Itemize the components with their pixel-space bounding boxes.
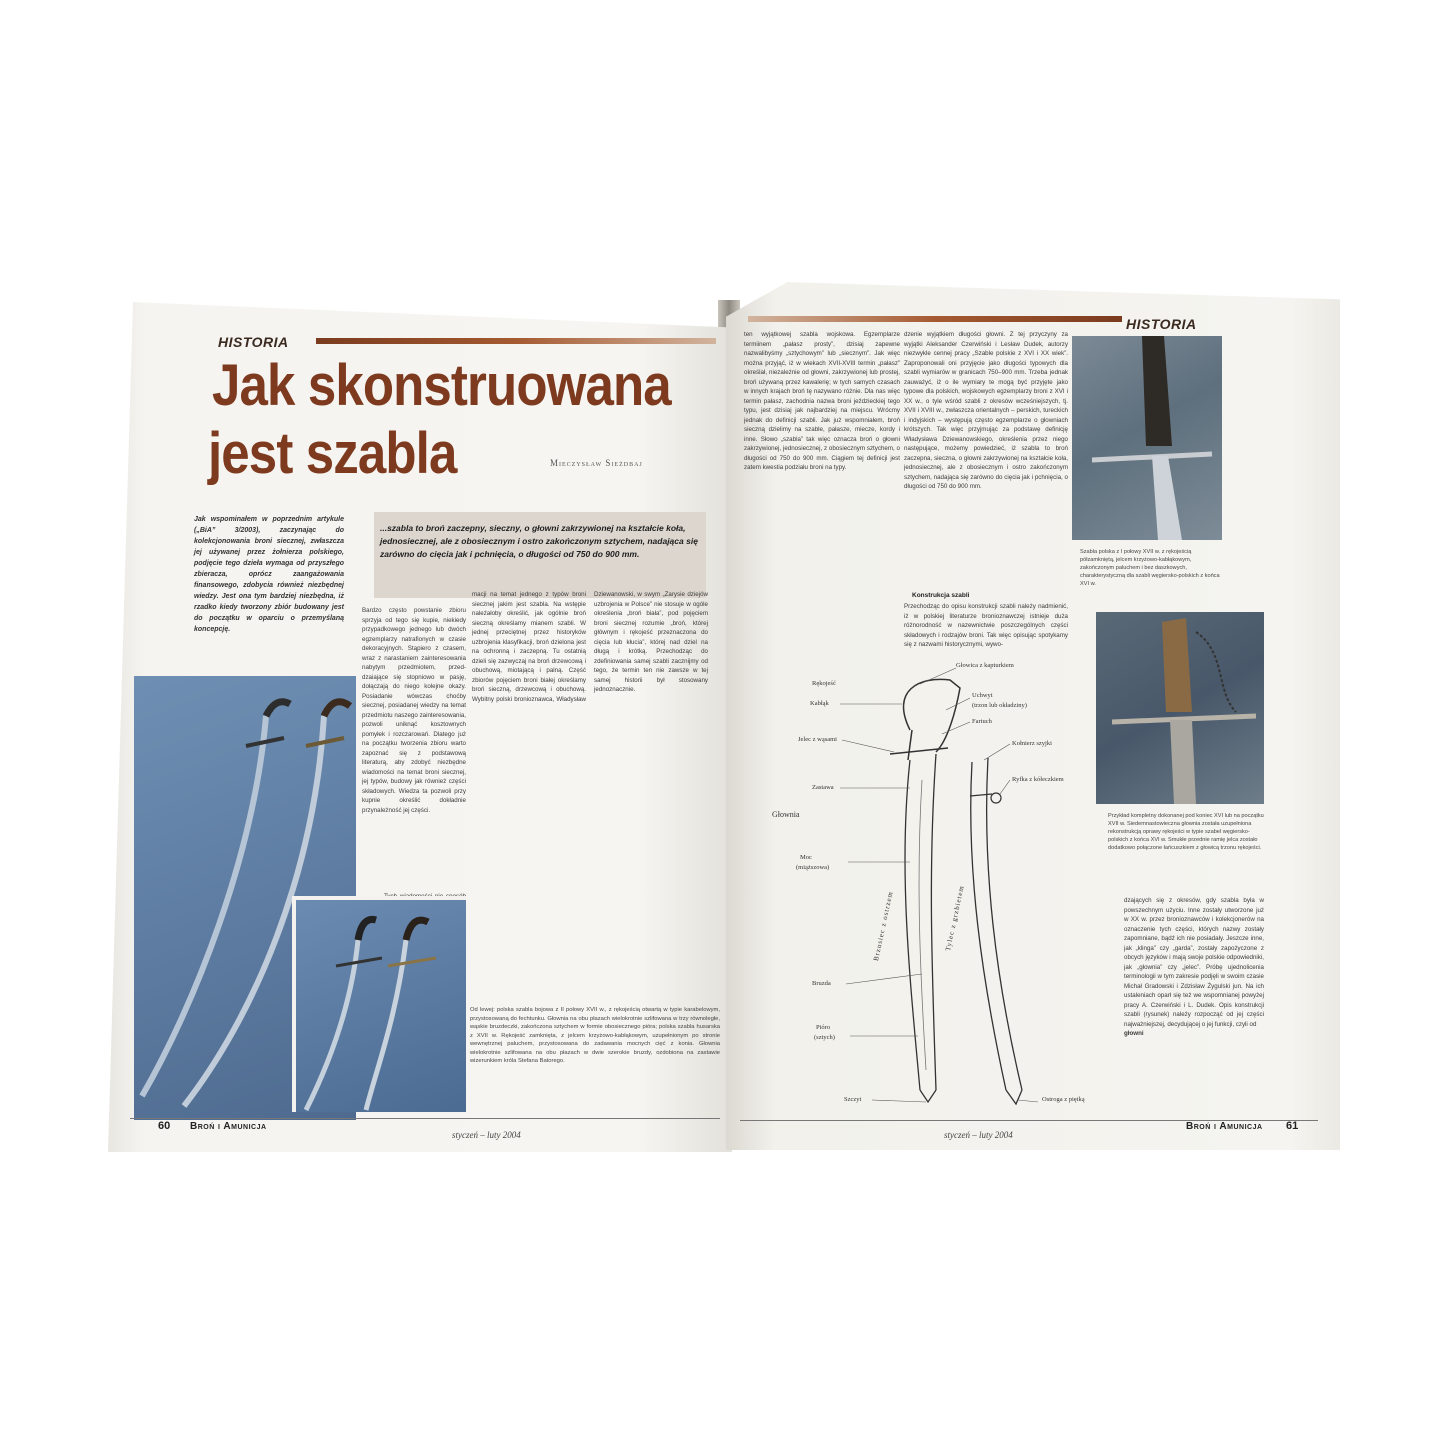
section-heading: Konstrukcja szabli xyxy=(912,592,970,599)
page-number-left: 60 xyxy=(158,1120,171,1132)
label-pioro: Pióro xyxy=(816,1024,831,1031)
article-author: Mieczysław Sieżdbaj xyxy=(550,458,643,468)
label-uchwyt-sub: (trzon lub okładziny) xyxy=(972,702,1027,709)
label-glownia: Głownia xyxy=(772,810,800,819)
photo-caption-left: Od lewej: polska szabla bojowa z II połowy XVII w., z rękojeścią otwartą w typie karabelowym, przystosowaną do fechtunku. Głownia na obu płazach wielokrotnie szlifowana w trzy równoległe, wąskie bruzdeczki, zakończona sztychem w formie obosiecznego pióra; polska szabla husarska z XVII w. Rękojeść zamknięta, z jelcem krzyżowo-kabłąkowym, uzupełnionym po stronie wewnętrznej paluchem, przystosowana do zadawania mocnych cięć z konia. Głownia wielokrotnie szlifowana na obu płazach w dwie szerokie bruzdy, ozdobiona na zastawie wizerunkiem króla Stefana Batorego. xyxy=(470,1007,720,1064)
magazine-name-left: Broń i Amunicja xyxy=(190,1121,267,1132)
body-column-2 xyxy=(472,590,708,1002)
sabres-illustration-2 xyxy=(296,900,466,1112)
section-tag-left: HISTORIA xyxy=(218,334,289,350)
section-bar-left xyxy=(316,338,716,344)
body-text: dzających się z okresów, gdy szabla była w powszechnym użyciu. Inne zostały utworzone już w XX w. przez bronioznawców i kolekcjonerów na oznaczenie tych części, których nazwy zostały zapomniane, bądź ich nie posiadały. Jeszcze inne, jak „klinga” czy „garda”, zostały zapożyczone z obcych języków i mają swoje polskie odpowiedniki, jak „głownia” czy „jelec”. Próbę ujednolicenia terminologii w tym zakresie podjęli w swoim czasie Michał Gradowski i Zdzisław Żygulski jun. Na ich ustaleniach oparł się też we wspomnianej powyżej pracy A. Czerwiński i L. Dudek. Opis konstrukcji szabli (rysunek) należy rozpocząć od jej części najważniejszej, decydującej o jej funkcji, czyli od xyxy=(1124,897,1264,1028)
photo-sabre-hilt-1 xyxy=(1072,336,1222,540)
hilt-illustration-1 xyxy=(1072,336,1222,540)
label-uchwyt: Uchwyt xyxy=(972,692,993,699)
footer-rule-left xyxy=(130,1118,720,1119)
right-body-column-1 xyxy=(744,330,900,660)
photo-caption-right-2: Przykład kompletny dokonanej pod koniec XVI lub na początku XVII w. Siedemnastowieczna głownia została uzupełniona rekonstrukcją oprawy rękojeści w typie szabel węgiersko-polskich z końca XVI w. Smukłe przednie ramię jelca zostało dodatkowo połączone łańcuszkiem z głowicą trzonu rękojeści. xyxy=(1108,813,1264,851)
photo-two-sabres-detail xyxy=(292,896,466,1112)
label-pioro-sub: (sztych) xyxy=(814,1034,835,1041)
right-body-column-2b xyxy=(904,602,1068,648)
article-title-line2: jest szabla xyxy=(208,421,457,486)
label-moc: Moc xyxy=(800,854,812,861)
label-kablak: Kabłąk xyxy=(810,700,829,707)
pull-quote: ...szabla to broń zaczepny, sieczny, o głowni zakrzywionej na kształcie koła, jednosiecznej, ale z obosiecznym i ostro zakończonym sztychem, nadająca się zarówno do cięcia jak i pchnięcia, o długości od 750 do 900 mm. xyxy=(380,523,698,559)
label-tylec: Tylec z grzbietem xyxy=(944,884,966,952)
label-glowica: Głowica z kapturkiem xyxy=(956,662,1014,669)
body-text: Przechodząc do opisu konstrukcji szabli należy nadmienić, iż w polskiej literaturze bronioznawczej istnieje duża różnorodność w nazewnictwie poszczególnych części składowych i rodzajów broni. Tak więc opisując spotykamy się z nazwami historycznymi, wywo- xyxy=(904,603,1068,648)
article-title-line1: Jak skonstruowana xyxy=(212,353,671,418)
body-text: dzenie wyjątkiem długości głowni. Z tej przyczyny za wyjątki Aleksander Czerwiński i Lesław Dudek, autorzy niezwykle cennej pracy „Szable polskie z XVI i XX wiek”. Zaproponowali oni przyjęcie jako długości typowych dla szabli wymiarów w granicach 750–900 mm. Trzeba jednak zauważyć, iż o ile wymiary te mogą być przyjęte jako typowe dla polskich, wojskowych egzemplarzy broni z XVI i XX w., o tyle wśród szabli z okresów wcześniejszych, tj. XVII i XVIII w., zwłaszcza orientalnych – perskich, tureckich i indyjskich – występują często egzemplarze o głowniach krótszych. Tak więc przyjmując za podstawę definicję Władysława Dziewanowskiego, określenia przez niego następujące, możemy powiedzieć, iż szabla to broń zaczepna, sieczna, o głowni zakrzywionej na kształcie koła, jednosiecznej, ale z obosiecznym i ostro zakończonym sztychem, nadająca się zarówno do cięcia jak i pchnięcia, o długości od 750 do 900 mm. xyxy=(904,331,1068,490)
photo-sabre-hilt-2 xyxy=(1096,612,1264,804)
section-bar-right xyxy=(748,316,1122,322)
label-moc-sub: (miąższowa) xyxy=(796,864,830,871)
label-ryfka: Ryfka z kółeczkiem xyxy=(1012,776,1064,783)
issue-date-right: styczeń – luty 2004 xyxy=(944,1130,1013,1140)
sabre-drawing xyxy=(760,650,1110,1120)
right-body-column-3 xyxy=(1124,896,1264,1092)
photo-caption-right-1: Szabla polska z I połowy XVII w. z rękojeścią półzamkniętą, jelcem krzyżowo-kabłąkowym, zakończonym paluchem i bez daszkowych, charakterystyczną dla szabli węgiersko-polskich z końca XVI w. xyxy=(1080,549,1220,587)
label-jelec: Jelec z wąsami xyxy=(798,736,837,743)
page-number-right: 61 xyxy=(1286,1120,1299,1132)
label-kolnierz: Kołnierz szyjki xyxy=(1012,740,1052,747)
label-szczyt: Szczyt xyxy=(844,1096,862,1103)
section-tag-right: HISTORIA xyxy=(1126,316,1197,332)
sabre-construction-diagram xyxy=(760,650,1110,1120)
magazine-name-right: Broń i Amunicja xyxy=(1186,1121,1263,1132)
label-zastawa: Zastawa xyxy=(812,784,834,791)
hilt-illustration-2 xyxy=(1096,612,1264,804)
body-text-bold: głowni xyxy=(1124,1030,1144,1037)
label-fartuch: Fartuch xyxy=(972,718,992,725)
body-text: macji na temat jednego z typów broni siecznej jakim jest szabla. Na wstępie należałoby określić, jak ogólnie broń sieczną określamy mianem szabli. W jednej przeciętnej przez historyków uzbrojenia klasyfikacji, broń dzielona jest na ochronną i zaczepną. Tu ostatnią dzieli się zazwyczaj na broń drzewcową i obuchową, miotającą i palną. Część zbiorów pojęciem broni białej określamy broń sieczną, drzewcową i obuchową. Wybitny polski bronioznawca, Władysław Dziewanowski, w swym „Zarysie dziejów uzbrojenia w Polsce” nie stosuje w ogóle określenia „broń biała”, pod pojęciem broni siecznej rozumie „broń, której głównym i rękojeść przeznaczona do cięcia lub kłucia”, której nad dziel na długą i krótką. Przechodząc do zdefiniowania samej szabli zacznijmy od tego, że termin ten nie zawsze w tej samej historii był stosowany jednoznacznie. xyxy=(472,591,708,703)
right-body-column-2 xyxy=(904,330,1068,588)
label-brzusiec: Brzusiec z ostrzem xyxy=(872,890,895,962)
body-text: ten wyjątkowej szabla wojskowa. Egzemplarze termiinem „pałasz prosty”, dzisiaj zapewne nazwalibyśmy „sztychowym” lub „siecznym”. Jak więc można przyjąć, iż w wiekach XVII-XVIII termin „pałasz” określał, niezależnie od głowni, zakrzywionej lub prostej, broń używaną przez kawalerię; w tych samych czasach w innych krajach broń tę nazywano różnie. Dla nas więc termin pałasz, zachodnia nazwa broni jeździeckiej tego typu, jest dzisiaj jak najbardziej na miejscu. Wrócmy jednak do definicji szabli. Jak już wspomniałem, broń sieczną dzielimy na szable, pałasze, miecze, kordy i inne. Słowo „szabla” tak więc oznacza broń o głowni zakrzywionej, jednosiecznej, z obosiecznym sztychem, o długości od 750 do 900 mm. Ciągiem tej definicji jest zatem kwestia podziału broni na typy. xyxy=(744,331,900,471)
issue-date-left: styczeń – luty 2004 xyxy=(452,1130,521,1140)
body-column-1 xyxy=(362,606,466,894)
body-text: Bardzo często powstanie zbioru sprzyja od tego się kupie, niekiedy przypadkowego jednego lub dwóch egzemplarzy natrafionych w czasie dekoracyjnych. Stąpiero z czasem, wraz z narastaniem zainteresowania nabytym przedmiotem, przed- dzaiające się stopniowo w pasję, dołączają do niego kolejne okazy. Posiadanie wówczas choćby siecznej, posiadanej wiedzy na temat przedmiotu naszego zainteresowania, pozwoli uniknąć kosztownych pomyłek i rozczarowań. Dlatego już na początku tworzenia zbioru warto zapoznać się z podstawową literaturą, aby zdobyć niezbędne wiadomości na temat broni siecznej, jej typów, budowy jak również części składowych. Wiedza ta pozwoli przy kupnie określić dokładnie przynależność jej części. xyxy=(362,607,466,814)
article-intro: Jak wspominałem w poprzednim artykule („BiA” 3/2003), zaczynając do kolekcjonowania broni siecznej, zwłaszcza jej używanej przez żołnierza polskiego, podjęcie tego dzieła wymaga od przyszłego zbieracza, oprócz zaangażowania finansowego, zdobycia również niezbędnej wiedzy. Jest ona tym bardziej niezbędna, iż rzadko kiedy tworzony zbiór budowany jest do początku w oparciu o przemyślaną koncepcję. xyxy=(194,516,344,633)
label-ostroga: Ostroga z piętką xyxy=(1042,1096,1085,1103)
label-bruzda: Bruzda xyxy=(812,980,831,987)
label-rekojesc: Rękojeść xyxy=(812,680,836,687)
